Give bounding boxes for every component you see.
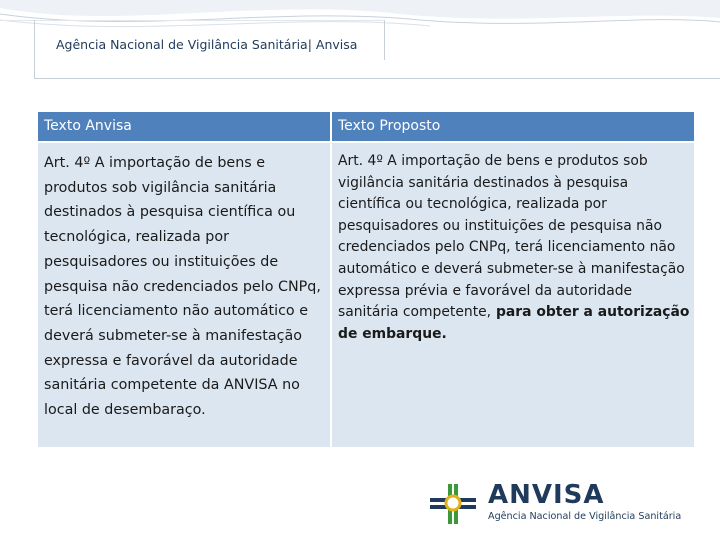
header-bottom-rule — [34, 78, 720, 79]
anvisa-logo — [428, 482, 688, 526]
proposed-text: Art. 4º A importação de bens e produtos sob vigilância sanitária destinados à pesquisa científica ou tecnológica, realizada por pesquisadores ou instituições de pesquisa não credenciados pelo CNPq, terá licenciamento não automático e deverá submeter-se à manifestação expressa prévia e favorável da autoridade sanitária competente, — [338, 153, 685, 321]
header-mid-rule — [384, 20, 385, 60]
cell-texto-anvisa: Art. 4º A importação de bens e produtos sob vigilância sanitária destinados à pesquisa científica ou tecnológica, realizada por pesquisadores ou instituições de pesquisa não credenciados pelo CNPq, terá licenciamento não automático e deverá submeter-se à manifestação expressa e favorável da autoridade sanitária competente da ANVISA no local de desembaraço. — [38, 143, 330, 447]
header-texto-proposto: Texto Proposto — [332, 112, 694, 141]
header-left-rule — [34, 20, 35, 78]
header-top-rule — [0, 20, 384, 21]
page-header — [0, 0, 720, 80]
table-header-row — [38, 112, 694, 141]
logo-wordmark: ANVISA — [488, 480, 605, 510]
anvisa-cross-icon — [428, 482, 480, 526]
header-texto-anvisa: Texto Anvisa — [38, 112, 330, 141]
header-title: Agência Nacional de Vigilância Sanitária| Anvisa — [56, 37, 358, 52]
logo-subtitle: Agência Nacional de Vigilância Sanitária — [488, 511, 682, 522]
proposed-text-bold: para obter a autorização de embarque. — [338, 304, 690, 342]
cell-texto-proposto — [332, 143, 694, 447]
table-body-row — [38, 143, 694, 447]
comparison-table — [38, 112, 694, 447]
